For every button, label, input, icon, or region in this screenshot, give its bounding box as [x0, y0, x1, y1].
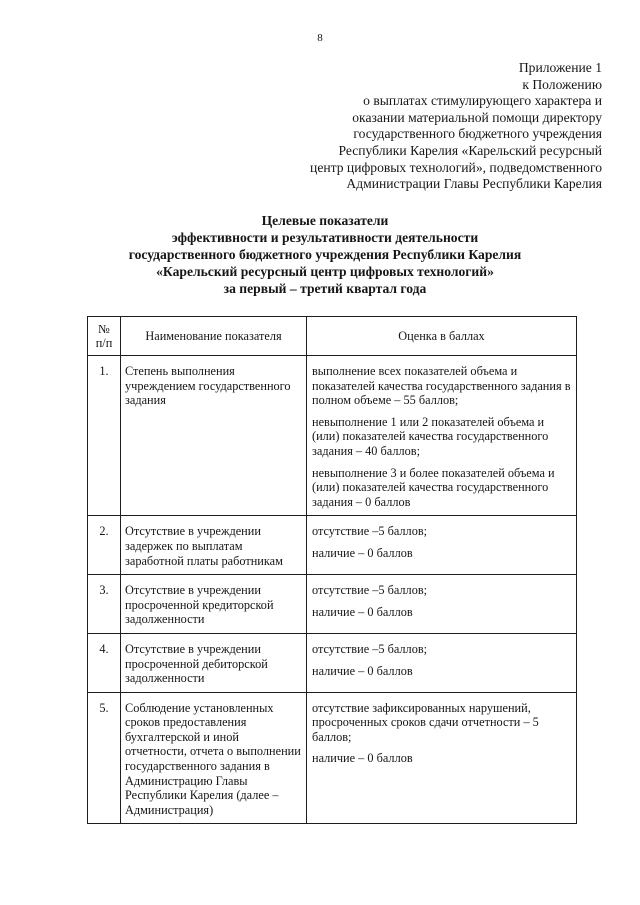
appendix-line: Республики Карелия «Карельский ресурсный — [338, 142, 602, 158]
appendix-line: о выплатах стимулирующего характера и — [363, 93, 602, 109]
score-cell — [307, 516, 577, 575]
table-row — [88, 356, 577, 516]
indicators-table — [87, 316, 577, 824]
header-number-line2: п/п — [95, 336, 113, 350]
header-number-line1: № — [98, 322, 110, 336]
appendix-line: оказании материальной помощи директору — [352, 109, 602, 125]
indicator-name: Отсутствие в учреждении просроченной кредиторской задолженности — [121, 575, 307, 634]
score-cell — [307, 692, 577, 824]
score-item: невыполнение 1 или 2 показателей объема и (или) показателей качества государственного задания – 40 баллов; — [312, 414, 549, 458]
header-indicator-name: Наименование показателя — [121, 317, 307, 356]
appendix-line: Приложение 1 — [518, 60, 602, 75]
score-cell — [307, 575, 577, 634]
appendix-line: центр цифровых технологий», подведомственного — [310, 159, 602, 175]
score-item: отсутствие –5 баллов; — [312, 524, 428, 539]
page-number: 8 — [317, 32, 323, 44]
score-cell — [307, 633, 577, 692]
score-item: отсутствие –5 баллов; — [312, 641, 428, 656]
row-number: 2. — [88, 516, 121, 575]
score-item: выполнение всех показателей объема и показателей качества государственного задания в полном объеме – 55 баллов; — [312, 364, 571, 408]
indicator-name: Соблюдение установленных сроков предоставления бухгалтерской и иной отчетности, отчета о выполнении государственного задания в Администрацию Главы Республики Карелия (далее – Администрация) — [121, 692, 307, 824]
appendix-line: государственного бюджетного учреждения — [353, 126, 602, 142]
score-item: наличие – 0 баллов — [312, 545, 413, 560]
score-item: невыполнение 3 и более показателей объема и (или) показателей качества государственного задания – 0 баллов — [312, 465, 555, 509]
appendix-line: к Положению — [522, 76, 602, 92]
table-row — [88, 633, 577, 692]
row-number: 4. — [88, 633, 121, 692]
table-row — [88, 575, 577, 634]
row-number: 1. — [88, 356, 121, 516]
document-title — [80, 212, 570, 297]
table-header-row — [88, 317, 577, 356]
score-item: наличие – 0 баллов — [312, 604, 413, 619]
indicator-name: Отсутствие в учреждении просроченной дебиторской задолженности — [121, 633, 307, 692]
title-line: за первый – третий квартал года — [223, 281, 427, 296]
title-line: «Карельский ресурсный центр цифровых технологий» — [156, 264, 494, 279]
indicator-name: Отсутствие в учреждении задержек по выплатам заработной платы работникам — [121, 516, 307, 575]
title-line: эффективности и результативности деятельности — [171, 230, 479, 245]
table-row — [88, 692, 577, 824]
score-item: наличие – 0 баллов — [312, 751, 413, 766]
appendix-line: Администрации Главы Республики Карелия — [346, 176, 602, 192]
indicator-name: Степень выполнения учреждением государственного задания — [121, 356, 307, 516]
title-line: государственного бюджетного учреждения Республики Карелия — [128, 247, 522, 262]
title-line: Целевые показатели — [261, 213, 389, 228]
header-score: Оценка в баллах — [307, 317, 577, 356]
score-cell — [307, 356, 577, 516]
row-number: 5. — [88, 692, 121, 824]
row-number: 3. — [88, 575, 121, 634]
header-number — [88, 317, 121, 356]
appendix-block — [242, 60, 602, 193]
score-item: отсутствие зафиксированных нарушений, просроченных сроков сдачи отчетности – 5 баллов; — [312, 700, 539, 744]
score-item: отсутствие –5 баллов; — [312, 583, 428, 598]
table-row — [88, 516, 577, 575]
score-item: наличие – 0 баллов — [312, 663, 413, 678]
